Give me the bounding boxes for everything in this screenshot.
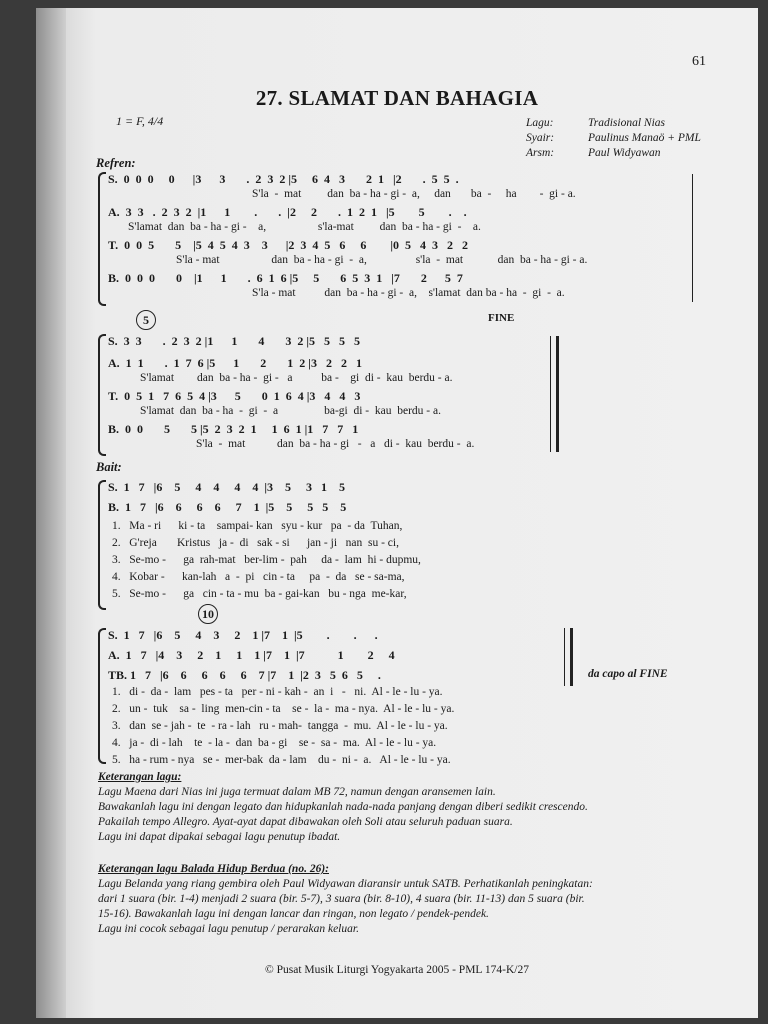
system1-alto-lyrics: S'lamat dan ba - ha - gi - a, s'la-mat dan ba - ha - gi - a. <box>128 221 481 233</box>
system2-alto-lyrics: S'lamat dan ba - ha - gi - a ba - gi di - kau berdu - a. <box>140 372 453 384</box>
system4-verse-4: 4. ja - di - lah te - la - dan ba - gi se - sa - ma. Al - le - lu - ya. <box>112 737 437 749</box>
song-notes-heading: Keterangan lagu: <box>98 771 182 783</box>
system2-soprano: S. 3 3 . 2 3 2 |1 1 4 3 2 |5 5 5 5 <box>108 334 360 348</box>
system2-tenor-lyrics: S'lamat dan ba - ha - gi - a ba-gi di - kau berdu - a. <box>140 405 441 417</box>
fine-marker: FINE <box>488 312 515 324</box>
system2-bass: B. 0 0 5 5 |5 2 3 2 1 1 6 1 |1 7 7 1 <box>108 422 359 436</box>
system4-verse-5: 5. ha - rum - nya se - mer-bak da - lam du - ni - a. Al - le - lu - ya. <box>112 754 451 766</box>
balada-notes-line-3: 15-16). Bawakanlah lagu ini dengan lancar dan ringan, non legato / pendek-pendek. <box>98 908 489 920</box>
system4-verse-2: 2. un - tuk sa - ling men-cin - ta se - la - ma - nya. Al - le - lu - ya. <box>112 703 455 715</box>
balada-notes-line-4: Lagu ini cocok sebagai lagu penutup / perarakan keluar. <box>98 923 359 935</box>
system1-alto: A. 3 3 . 2 3 2 |1 1 . . |2 2 . 1 2 1 |5 5 . . <box>108 205 467 219</box>
system2-tenor: T. 0 5 1 7 6 5 4 |3 5 0 1 6 4 |3 4 4 3 <box>108 389 361 403</box>
system3-verse-3: 3. Se-mo - ga rah-mat ber-lim - pah da - lam hi - dupmu, <box>112 554 421 566</box>
songbook-page <box>36 8 758 1018</box>
da-capo-instruction: da capo al FINE <box>588 668 668 680</box>
system1-brace <box>98 172 106 306</box>
system4-verse-3: 3. dan se - jah - te - ra - lah ru - mah- tangga - mu. Al - le - lu - ya. <box>112 720 448 732</box>
system4-final-barline <box>564 628 573 686</box>
song-notes-line-4: Lagu ini dapat dipakai sebagai lagu penutup ibadat. <box>98 831 341 843</box>
system4-verse-1: 1. di - da - lam pes - ta per - ni - kah - an i - ni. Al - le - lu - ya. <box>112 686 443 698</box>
system1-tenor: T. 0 0 5 5 |5 4 5 4 3 3 |2 3 4 5 6 6 |0 5 4 3 2 2 <box>108 238 469 252</box>
system4-brace <box>98 628 106 764</box>
credit-arsm: Arsm: Paul Widyawan <box>526 147 661 159</box>
system2-final-barline <box>550 336 559 452</box>
refren-label: Refren: <box>96 156 136 170</box>
system4-alto: A. 1 7 |4 3 2 1 1 1 |7 1 |7 1 2 4 <box>108 648 395 662</box>
credit-lagu: Lagu: Tradisional Nias <box>526 117 666 129</box>
song-credits <box>526 116 701 161</box>
balada-notes-line-1: Lagu Belanda yang riang gembira oleh Paul Widyawan diaransir untuk SATB. Perhatikanlah peningkatan: <box>98 878 593 890</box>
key-signature: 1 = F, 4/4 <box>116 114 164 128</box>
system2-brace <box>98 334 106 456</box>
song-notes-line-2: Bawakanlah lagu ini dengan legato dan hidupkanlah nada-nada panjang dengan diberi sedikit crescendo. <box>98 801 588 813</box>
song-notes <box>98 770 738 845</box>
song-title: 27. SLAMAT DAN BAHAGIA <box>255 86 539 110</box>
system3-verse-5: 5. Se-mo - ga cin - ta - mu ba - gai-kan bu - nga me-kar, <box>112 588 407 600</box>
system1-tenor-lyrics: S'la - mat dan ba - ha - gi - a, s'la - mat dan ba - ha - gi - a. <box>176 254 588 266</box>
song-notes-line-3: Pakailah tempo Allegro. Ayat-ayat dapat dibawakan oleh Soli atau seluruh paduan suara. <box>98 816 513 828</box>
page-spine-shadow <box>36 8 66 1018</box>
balada-notes <box>98 862 738 937</box>
system1-soprano: S. 0 0 0 0 |3 3 . 2 3 2 |5 6 4 3 2 1 |2 . 5 5 . <box>108 172 459 186</box>
system1-barline <box>692 174 693 302</box>
page-number: 61 <box>692 54 706 69</box>
credit-syair: Syair: Paulinus Manaö + PML <box>526 132 701 144</box>
balada-notes-heading: Keterangan lagu Balada Hidup Berdua (no. 26): <box>98 863 329 875</box>
measure-marker-10: 10 <box>198 604 218 624</box>
balada-notes-line-2: dari 1 suara (bir. 1-4) menjadi 2 suara (bir. 5-7), 3 suara (bir. 8-10), 4 suara (bir. 11-13) dan 5 suara (bir. <box>98 893 585 905</box>
system3-verse-4: 4. Kobar - kan-lah a - pi cin - ta pa - da se - sa-ma, <box>112 571 405 583</box>
system4-tenor-bass: TB. 1 7 |6 6 6 6 6 7 |7 1 |2 3 5 6 5 . <box>108 668 381 682</box>
system2-bass-lyrics: S'la - mat dan ba - ha - gi - a di - kau berdu - a. <box>196 438 475 450</box>
system3-soprano: S. 1 7 |6 5 4 4 4 4 |3 5 3 1 5 <box>108 480 345 494</box>
song-notes-line-1: Lagu Maena dari Nias ini juga termuat dalam MB 72, namun dengan aransemen lain. <box>98 786 496 798</box>
bait-label: Bait: <box>96 460 122 474</box>
system3-verse-2: 2. G'reja Kristus ja - di sak - si jan - ji nan su - ci, <box>112 537 399 549</box>
system1-bass: B. 0 0 0 0 |1 1 . 6 1 6 |5 5 6 5 3 1 |7 2 5 7 <box>108 271 463 285</box>
system3-verse-1: 1. Ma - ri ki - ta sampai- kan syu - kur pa - da Tuhan, <box>112 520 403 532</box>
system1-soprano-lyrics: S'la - mat dan ba - ha - gi - a, dan ba - ha - gi - a. <box>252 188 576 200</box>
measure-marker-5: 5 <box>136 310 156 330</box>
system4-soprano: S. 1 7 |6 5 4 3 2 1 |7 1 |5 . . . <box>108 628 378 642</box>
system3-bass: B. 1 7 |6 6 6 6 7 1 |5 5 5 5 5 <box>108 500 347 514</box>
system3-brace <box>98 480 106 610</box>
copyright-footer: © Pusat Musik Liturgi Yogyakarta 2005 - PML 174-K/27 <box>265 964 529 976</box>
system2-alto: A. 1 1 . 1 7 6 |5 1 2 1 2 |3 2 2 1 <box>108 356 362 370</box>
system1-bass-lyrics: S'la - mat dan ba - ha - gi - a, s'lamat dan ba - ha - gi - a. <box>252 287 565 299</box>
